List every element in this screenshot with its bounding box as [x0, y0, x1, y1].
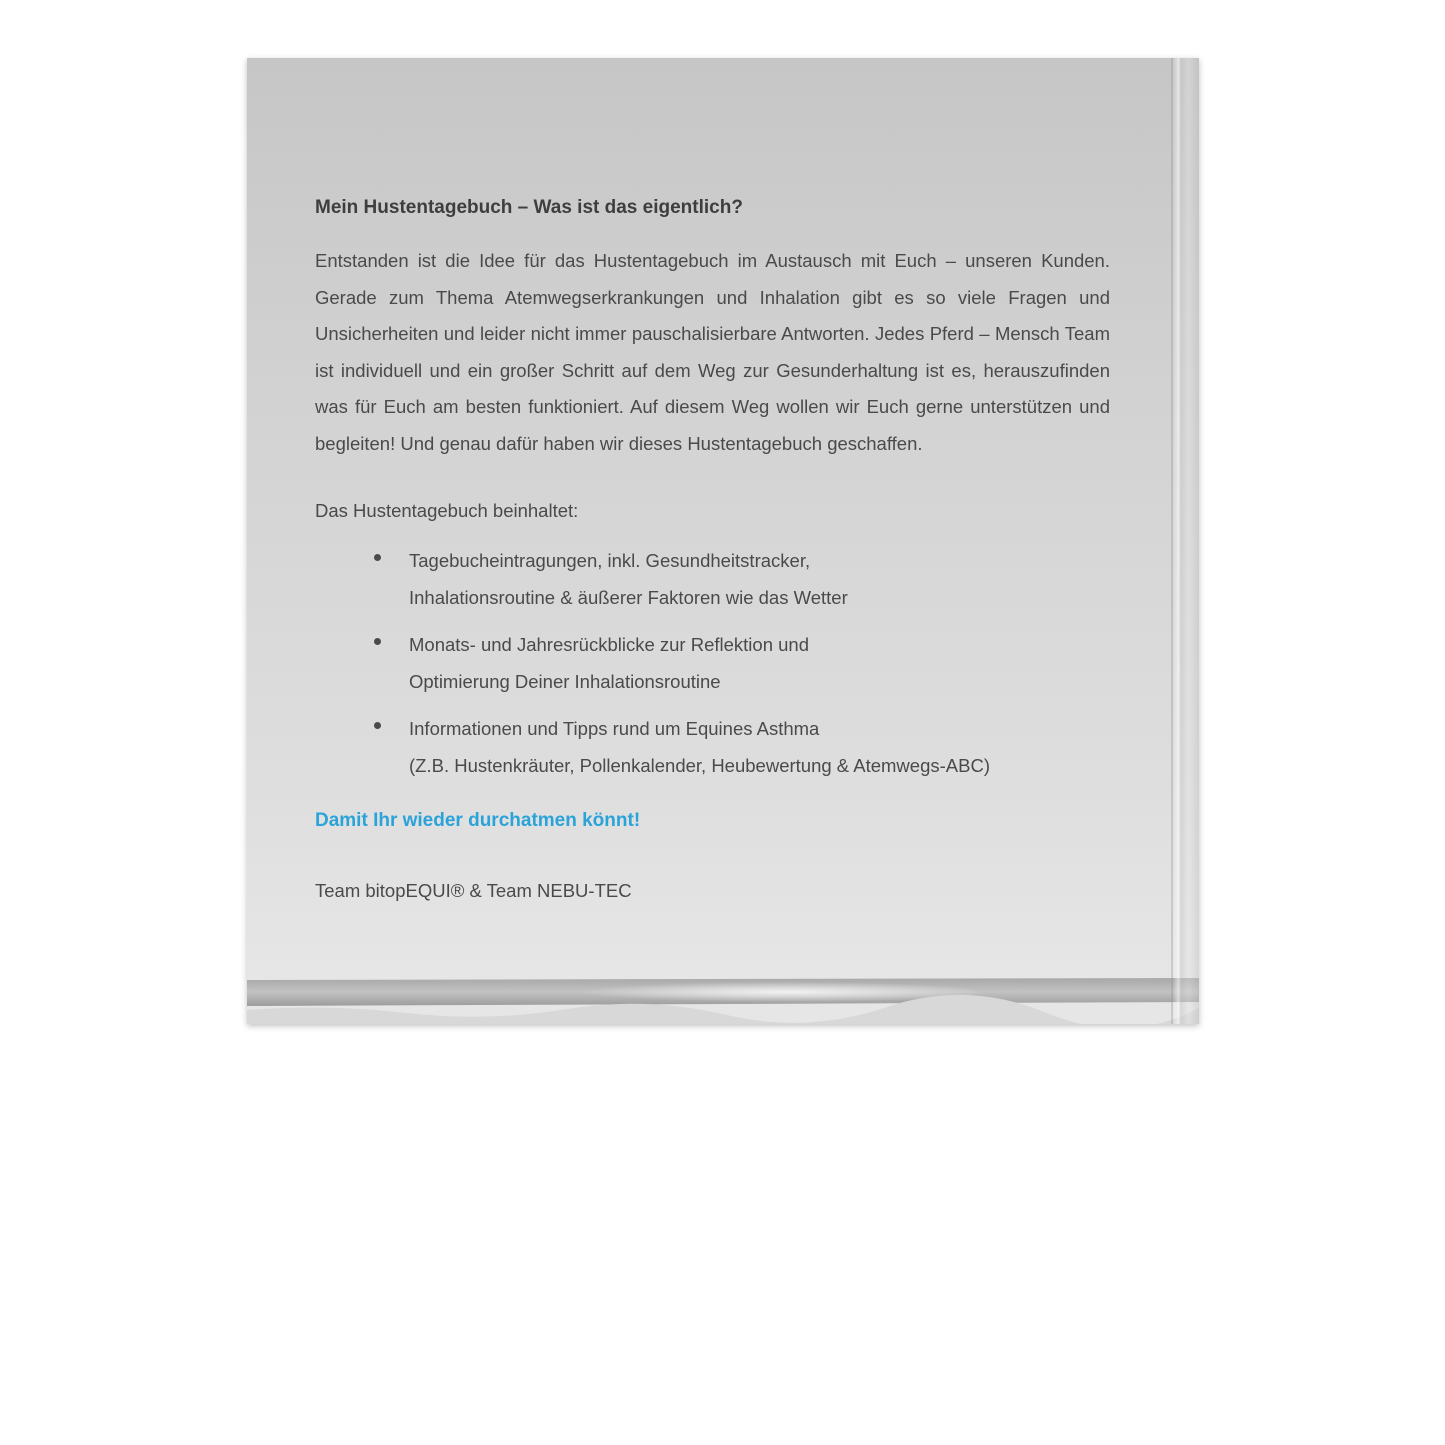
signature: Team bitopEQUI® & Team NEBU-TEC: [315, 880, 632, 901]
contents-list: [315, 542, 1110, 784]
cover-heading: Mein Hustentagebuch – Was ist das eigentlich?: [315, 197, 743, 218]
list-item: [315, 626, 1110, 700]
intro-paragraph: Entstanden ist die Idee für das Hustentagebuch im Austausch mit Euch – unseren Kunden. Gerade zum Thema Atemwegserkrankungen und Inhalation gibt es so viele Fragen und Unsicherheiten und leider nicht immer pauschalisierbare Antworten. Jedes Pferd – Mensch Team ist individuell und ein großer Schritt auf dem Weg zur Gesunderhaltung ist es, herauszufinden was für Euch am besten funktioniert. Auf diesem Weg wollen wir Euch gerne unterstützen und begleiten! Und genau dafür haben wir dieses Hustentagebuch geschaffen.: [315, 250, 1110, 454]
list-item-line: Tagebucheintragungen, inkl. Gesundheitstracker,: [409, 550, 811, 571]
list-item-line: (Z.B. Hustenkräuter, Pollenkalender, Heubewertung & Atemwegs-ABC): [409, 755, 990, 776]
list-item-line: Informationen und Tipps rund um Equines Asthma: [409, 718, 820, 739]
list-item-line: Inhalationsroutine & äußerer Faktoren wie das Wetter: [409, 587, 848, 608]
list-intro: Das Hustentagebuch beinhaltet:: [315, 500, 579, 521]
list-item: [315, 710, 1110, 784]
book-spine-edge: [1173, 58, 1199, 1024]
book-back-cover: [247, 58, 1199, 1024]
list-item-line: Monats- und Jahresrückblicke zur Reflektion und: [409, 634, 809, 655]
list-item-line: Optimierung Deiner Inhalationsroutine: [409, 671, 721, 692]
list-item: [315, 542, 1110, 616]
bullet-dot-icon: [374, 722, 381, 729]
cover-text-block: [315, 195, 1110, 904]
tagline: Damit Ihr wieder durchatmen könnt!: [315, 810, 641, 831]
bullet-dot-icon: [374, 554, 381, 561]
sun-glare: [557, 982, 977, 1002]
bullet-dot-icon: [374, 638, 381, 645]
